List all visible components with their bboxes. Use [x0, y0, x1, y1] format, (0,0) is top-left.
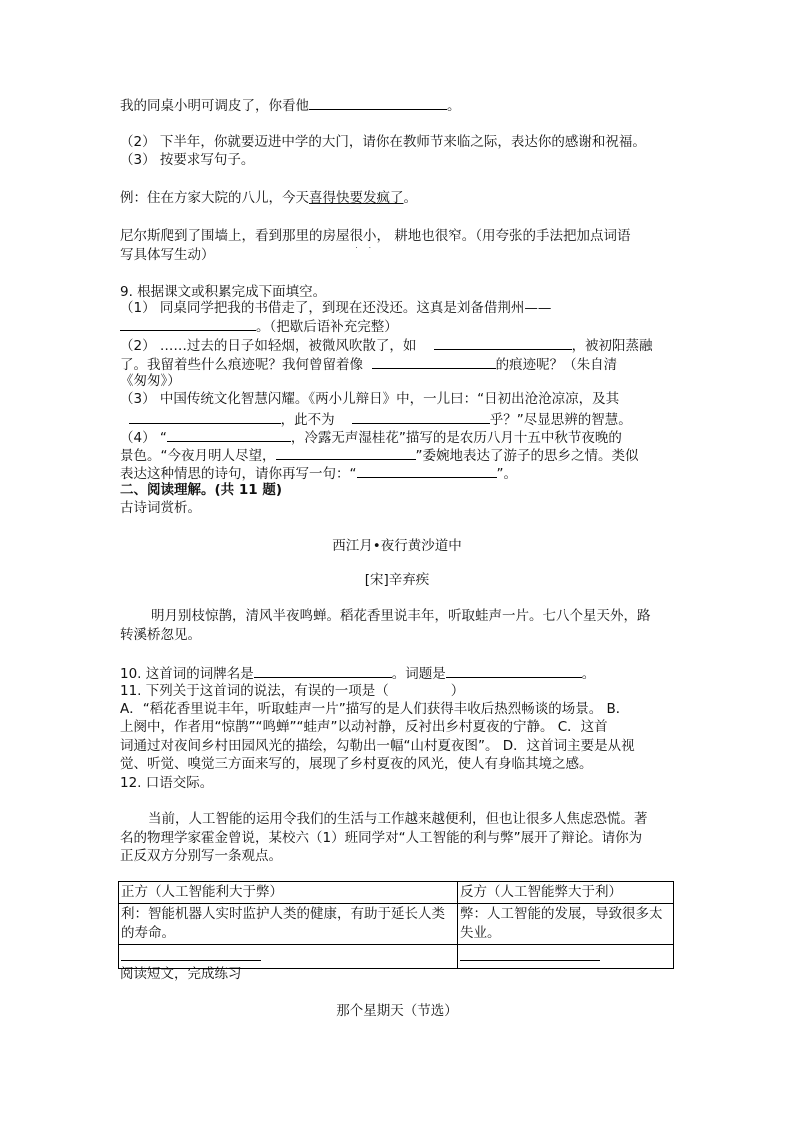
- q9-item4-line3: 表达这种情思的诗句，请你再写一句：“ ”。: [120, 463, 680, 484]
- q9-item2-line3: 《匆匆》）: [120, 373, 181, 389]
- q9-item4-line1: （4） “ ，冷露无声湿桂花”描写的是农历八月十五中秋节夜晚的: [120, 427, 680, 448]
- con-point: 弊：人工智能的发展，导致很多太失业。: [458, 904, 674, 945]
- q9-item1-line1: （1） 同桌同学把我的书借走了，到现在还没还。这真是刘备借荆州——: [120, 300, 552, 316]
- poem-title: 西江月•夜行黄沙道中: [332, 538, 462, 554]
- answer-blank[interactable]: [120, 316, 256, 331]
- answer-blank[interactable]: [357, 463, 497, 478]
- table-header-row: [119, 882, 674, 904]
- debate-table: [118, 881, 674, 969]
- answer-blank[interactable]: [254, 663, 392, 678]
- q12-title: 12. 口语交际。: [120, 775, 214, 791]
- q9-item2-line1: （2） ……过去的日子如轻烟，被微风吹散了，如 ，被初阳蒸融: [120, 335, 680, 356]
- answer-blank[interactable]: [121, 946, 261, 961]
- answer-blank[interactable]: [167, 427, 291, 442]
- q9-item4-line2: 景色。“今夜月明人尽望， ”委婉地表达了游子的思乡之情。类似: [120, 445, 680, 466]
- q11-stem: 11. 下列关于这首词的说法，有误的一项是（ ）: [120, 683, 465, 699]
- answer-blank[interactable]: [434, 335, 572, 350]
- q9-item3-line1: （3） 中国传统文化智慧闪耀。《两小儿辩日》中，一儿曰：“日初出沧沧凉凉，及其: [120, 391, 620, 407]
- q8-nils-line2: 写具体写生动）: [120, 247, 215, 263]
- q8-item2: （2） 下半年，你就要迈进中学的大门，请你在教师节来临之际，表达你的感谢和祝福。: [120, 134, 646, 150]
- table-row: [119, 904, 674, 945]
- q9-item3-line2: ，此不为 乎？”尽显思辨的智慧。: [120, 409, 680, 430]
- section-subheading: 古诗词赏析。: [120, 500, 201, 516]
- reading-title: 那个星期天（节选）: [336, 1003, 458, 1019]
- q8-example: 例：住在方家大院的八儿，今天喜得快要发疯了。: [120, 190, 417, 206]
- poem-text-line1: 明月别枝惊鹊，清风半夜鸣蝉。稻花香里说丰年，听取蛙声一片。七八个星天外，路: [151, 608, 651, 624]
- poem-author: [宋]辛弃疾: [364, 572, 430, 588]
- q9-item1-line2: 。（把歇后语补充完整）: [120, 316, 680, 337]
- answer-blank[interactable]: [446, 663, 582, 678]
- answer-blank[interactable]: [372, 354, 496, 369]
- q11-option-line3: 词通过对夜间乡村田园风光的描绘，勾勒出一幅“山村夏夜图”。 D．这首词主要是从视: [120, 738, 635, 754]
- q11-option-line4: 觉、听觉、嗅觉三方面来写的，展现了乡村夏夜的风光，使人有身临其境之感。: [120, 756, 593, 772]
- q11-option-line2: 上阕中，作者用“惊鹊”“鸣蝉”“蛙声”以动衬静，反衬出乡村夏夜的宁静。 C．这首: [120, 719, 608, 735]
- q8-line1: 我的同桌小明可调皮了，你看他 。: [120, 95, 680, 116]
- q9-title: 9. 根据课文或积累完成下面填空。: [120, 284, 327, 300]
- section-heading: 二、阅读理解。(共 11 题): [120, 482, 283, 498]
- con-header: 反方（人工智能弊大于利）: [458, 882, 674, 904]
- answer-blank[interactable]: [352, 409, 490, 424]
- answer-blank[interactable]: [309, 95, 447, 110]
- q11-option-line1: A．“稻花香里说丰年，听取蛙声一片”描写的是人们获得丰收后热烈畅谈的场景。 B．: [120, 701, 630, 717]
- reading-instruction: 阅读短文，完成练习: [120, 966, 242, 982]
- answer-blank[interactable]: [460, 946, 600, 961]
- q10: 10. 这首词的词牌名是 。词题是 。: [120, 663, 680, 684]
- q12-paragraph-line3: 正反双方分别写一条观点。: [120, 848, 282, 864]
- example-underlined: 喜得快要发疯了: [309, 190, 404, 206]
- pro-point: 利：智能机器人实时监护人类的健康，有助于延长人类的寿命。: [119, 904, 458, 945]
- q12-paragraph-line2: 名的物理学家霍金曾说，某校六（1）班同学对“人工智能的利与弊”展开了辩论。请你为: [120, 830, 643, 846]
- dotted-word: 很小: [349, 228, 377, 244]
- answer-blank[interactable]: [129, 409, 281, 424]
- poem-text-line2: 转溪桥忽见。: [120, 627, 201, 643]
- pro-header: 正方（人工智能利大于弊）: [119, 882, 458, 904]
- q9-item2-line2: 了。我留着些什么痕迹呢？我何曾留着像 的痕迹呢？（朱自清: [120, 354, 680, 375]
- answer-blank[interactable]: [276, 445, 416, 460]
- q8-item3: （3） 按要求写句子。: [120, 152, 255, 168]
- q12-paragraph-line1: 当前，人工智能的运用令我们的生活与工作越来越便利，但也让很多人焦虑恐慌。著: [148, 811, 648, 827]
- q8-nils-line1: 尼尔斯爬到了围墙上，看到那里的房屋很小， 耕地也很窄。（用夸张的手法把加点词语: [120, 228, 631, 244]
